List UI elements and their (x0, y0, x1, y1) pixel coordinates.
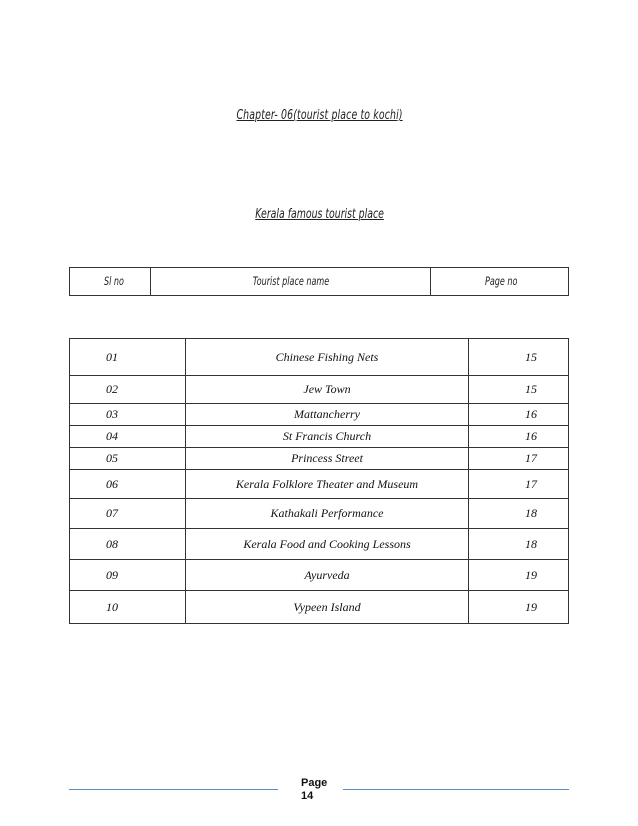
table-row (70, 529, 569, 560)
table-row (70, 448, 569, 470)
row-page-no: 19 (469, 560, 569, 591)
row-page-no: 17 (469, 448, 569, 470)
row-page-no: 16 (469, 426, 569, 448)
row-place-name: Kerala Folklore Theater and Museum (186, 470, 469, 499)
row-page-no: 16 (469, 404, 569, 426)
table-row (70, 376, 569, 404)
tourist-place-table (69, 338, 569, 624)
row-page-no: 18 (469, 529, 569, 560)
page-number-label (301, 777, 327, 803)
header-cell-place-name (150, 268, 431, 295)
row-sl-no: 09 (70, 560, 186, 591)
section-title: Kerala famous tourist place (255, 207, 384, 222)
header-page-no-label: Page no (485, 274, 518, 288)
footer-divider-right (343, 789, 569, 790)
row-place-name: Kerala Food and Cooking Lessons (186, 529, 469, 560)
header-cell-sl-no (70, 268, 150, 295)
page-word: Page (301, 777, 328, 789)
row-page-no: 15 (469, 376, 569, 404)
row-place-name: Jew Town (186, 376, 469, 404)
row-sl-no: 03 (70, 404, 186, 426)
row-sl-no: 08 (70, 529, 186, 560)
page-number: 14 (301, 790, 314, 802)
footer-divider-left (69, 789, 278, 790)
row-place-name: Mattancherry (186, 404, 469, 426)
row-page-no: 19 (469, 591, 569, 624)
row-sl-no: 02 (70, 376, 186, 404)
row-page-no: 15 (469, 339, 569, 376)
row-place-name: Vypeen Island (186, 591, 469, 624)
row-place-name: Kathakali Performance (186, 499, 469, 529)
table-row (70, 404, 569, 426)
row-page-no: 18 (469, 499, 569, 529)
table-row (70, 426, 569, 448)
table-row (70, 499, 569, 529)
row-sl-no: 10 (70, 591, 186, 624)
row-sl-no: 04 (70, 426, 186, 448)
row-place-name: St Francis Church (186, 426, 469, 448)
header-sl-no-label: Sl no (104, 274, 124, 288)
row-place-name: Princess Street (186, 448, 469, 470)
row-page-no: 17 (469, 470, 569, 499)
row-sl-no: 07 (70, 499, 186, 529)
table-row (70, 591, 569, 624)
chapter-title: Chapter- 06(tourist place to kochi) (236, 108, 403, 123)
table-row (70, 560, 569, 591)
row-sl-no: 06 (70, 470, 186, 499)
header-cell-page-no (430, 268, 569, 295)
row-place-name: Ayurveda (186, 560, 469, 591)
row-sl-no: 05 (70, 448, 186, 470)
table-row (70, 470, 569, 499)
table-header (69, 267, 569, 296)
row-sl-no: 01 (70, 339, 186, 376)
table-row (70, 339, 569, 376)
header-place-name-label: Tourist place name (252, 274, 330, 288)
row-place-name: Chinese Fishing Nets (186, 339, 469, 376)
